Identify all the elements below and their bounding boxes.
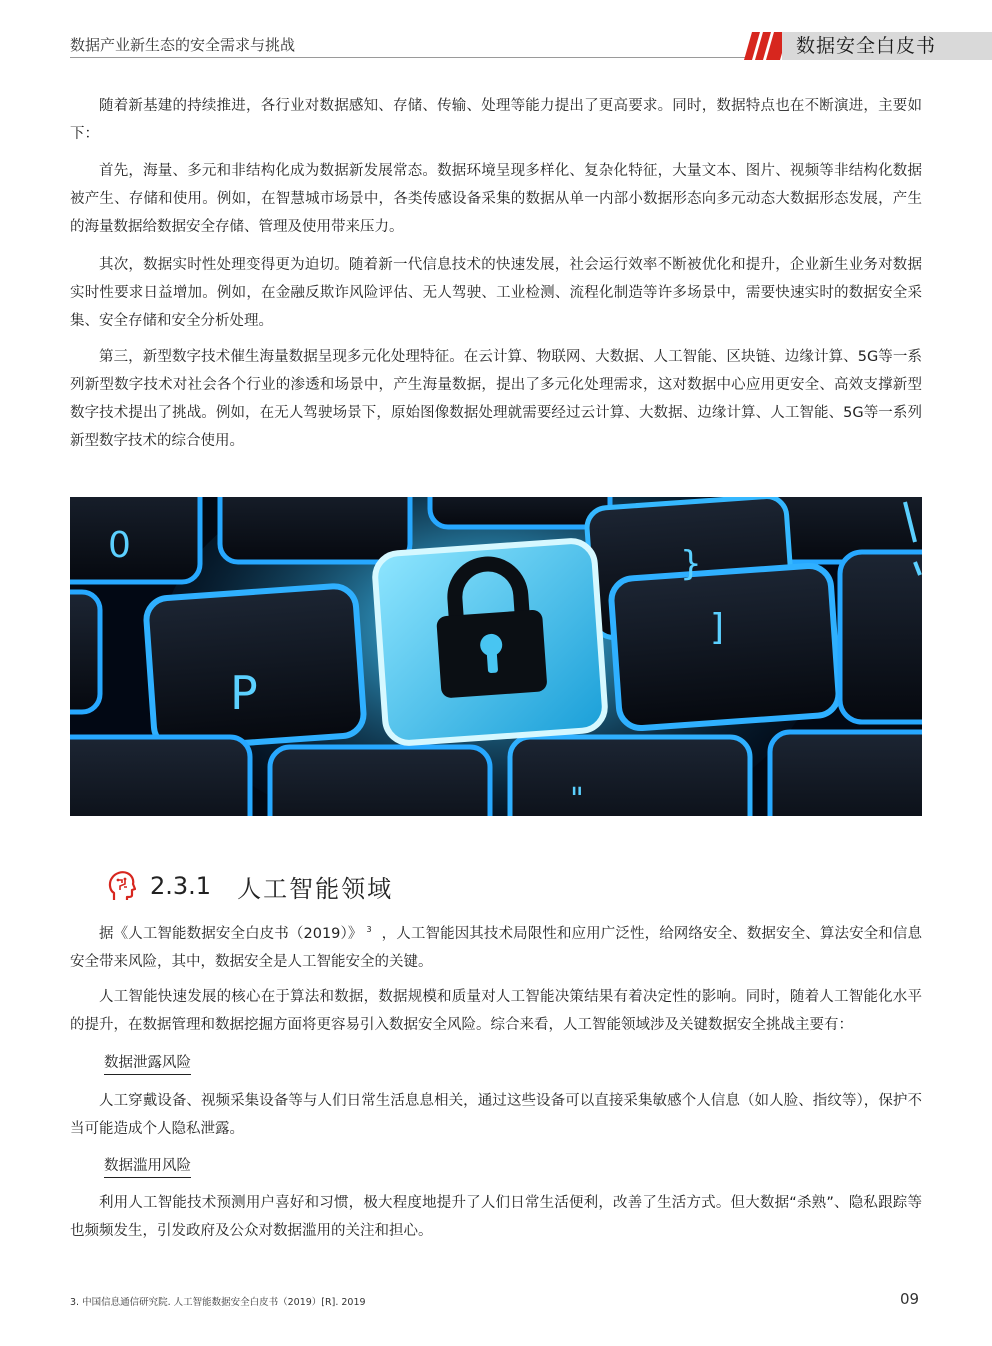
paragraph-data-abuse: 利用人工智能技术预测用户喜好和习惯，极大程度地提升了人们日常生活便利，改善了生活方式。但大数据“杀熟”、隐私跟踪等也频频发生，引发政府及公众对数据滥用的关注和担心。 bbox=[70, 1195, 922, 1239]
section-paragraph-core: 人工智能快速发展的核心在于算法和数据，数据规模和质量对人工智能决策结果有着决定性的影响。同时，随着人工智能化水平的提升，在数据管理和数据挖掘方面将更容易引入数据安全风险。综合来看，人工智能领域涉及关键数据安全挑战主要有： bbox=[70, 989, 922, 1033]
subhead-data-abuse: 数据滥用风险 bbox=[104, 1156, 191, 1178]
paragraph-second: 其次，数据实时性处理变得更为迫切。随着新一代信息技术的快速发展，社会运行效率不断被优化和提升，企业新生业务对数据实时性要求日益增加。例如，在金融反欺诈风险评估、无人驾驶、工业检测、流程化制造等许多场景中，需要快速实时的数据安全采集、安全存储和安全分析处理。 bbox=[70, 257, 922, 329]
section-heading bbox=[108, 868, 393, 904]
keyboard-illustration bbox=[70, 497, 922, 816]
footnote-reference[interactable]: 3 bbox=[366, 925, 372, 934]
paragraph-data-leak: 人工穿戴设备、视频采集设备等与人们日常生活息息相关，通过这些设备可以直接采集敏感个人信息（如人脸、指纹等），保护不当可能造成个人隐私泄露。 bbox=[70, 1093, 922, 1137]
section-intro-paragraph bbox=[70, 916, 922, 976]
key-glyph-bracket: ] bbox=[710, 607, 725, 648]
key-glyph-quote: " bbox=[570, 782, 584, 816]
paragraph-intro: 随着新基建的持续推进，各行业对数据感知、存储、传输、处理等能力提出了更高要求。同时，数据特点也在不断演进，主要如下： bbox=[70, 98, 922, 142]
key-glyph-brace: } bbox=[680, 544, 702, 584]
key-glyph-zero: 0 bbox=[108, 525, 131, 566]
page-number: 09 bbox=[900, 1290, 920, 1308]
key-glyph-p: P bbox=[230, 666, 258, 720]
section-title: 人工智能领域 bbox=[237, 874, 394, 903]
paragraph-third: 第三，新型数字技术催生海量数据呈现多元化处理特征。在云计算、物联网、大数据、人工智能、区块链、边缘计算、5G等一系列新型数字技术对社会各个行业的渗透和场景中，产生海量数据，提出了多元化处理需求，这对数据中心应用更安全、高效支撑新型数字技术提出了挑战。例如，在无人驾驶场景下，原始图像数据处理就需要经过云计算、大数据、边缘计算、人工智能、5G等一系列新型数字技术的综合使用。 bbox=[70, 349, 922, 449]
head-icon bbox=[108, 870, 136, 902]
section-number: 2.3.1 bbox=[150, 872, 212, 900]
subhead-data-leak: 数据泄露风险 bbox=[104, 1053, 191, 1075]
intro-before-citation: 据《人工智能数据安全白皮书（2019）》 bbox=[99, 925, 363, 942]
header-rule bbox=[70, 57, 750, 58]
footnote: 3. 中国信息通信研究院. 人工智能数据安全白皮书（2019）[R]. 2019 bbox=[70, 1297, 366, 1308]
running-header-title: 数据产业新生态的安全需求与挑战 bbox=[70, 36, 296, 54]
paragraph-first: 首先，海量、多元和非结构化成为数据新发展常态。数据环境呈现多样化、复杂化特征，大量文本、图片、视频等非结构化数据被产生、存储和使用。例如，在智慧城市场景中，各类传感设备采集的数据从单一内部小数据形态向多元动态大数据形态发展，产生的海量数据给数据安全存储、管理及使用带来压力。 bbox=[70, 163, 922, 235]
header-brand bbox=[726, 30, 992, 60]
intro-after-citation: ，人工智能因其技术局限性和应用广泛性，给网络安全、数据安全、算法安全和信息安全带来风险，其中，数据安全是人工智能安全的关键。 bbox=[70, 925, 922, 970]
keyboard-lock-image bbox=[70, 497, 922, 816]
whitepaper-title: 数据安全白皮书 bbox=[782, 32, 992, 60]
